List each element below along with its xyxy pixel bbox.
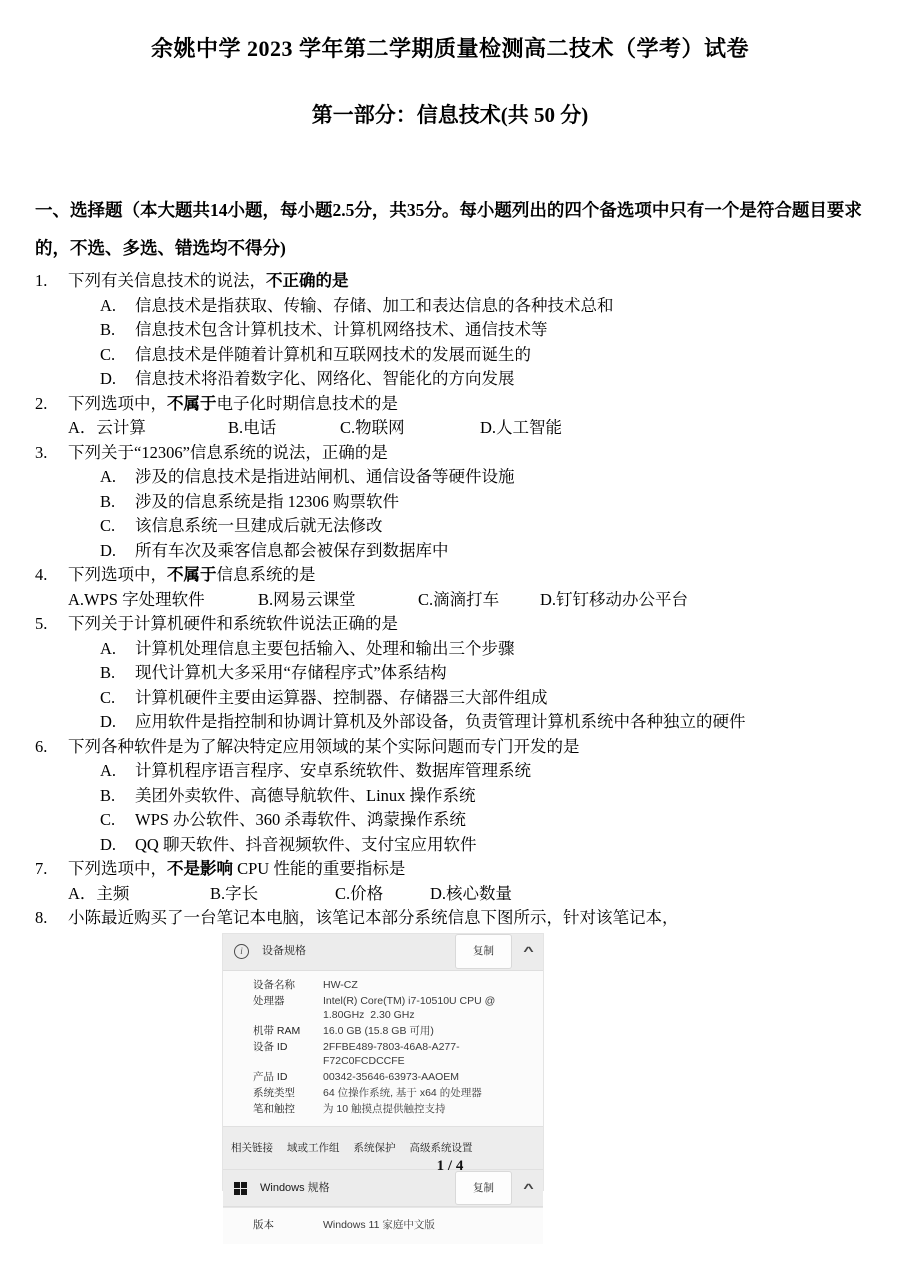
option-text: 涉及的信息系统是指 12306 购票软件 — [135, 491, 399, 511]
spec-row — [253, 1024, 533, 1038]
option-a: A．云计算 — [68, 418, 146, 437]
question-6 — [35, 735, 863, 858]
spec-label: 系统类型 — [253, 1086, 295, 1099]
option-text: 应用软件是指控制和协调计算机及外部设备，负责管理计算机系统中各种独立的硬件 — [135, 712, 746, 731]
option-c — [100, 514, 863, 539]
option-b — [100, 318, 863, 343]
question-stem: 下列关于计算机硬件和系统软件说法正确的是 — [68, 614, 398, 633]
option-a: A.WPS 字处理软件 — [68, 589, 205, 609]
option-row — [68, 882, 863, 907]
question-number: 6. — [35, 736, 48, 756]
option-letter: A. — [100, 761, 117, 780]
option-text: 现代计算机大多采用“存储程序式”体系结构 — [135, 663, 447, 682]
option-letter: D. — [100, 540, 117, 560]
option-text: 该信息系统一旦建成后就无法修改 — [135, 516, 383, 535]
option-a — [100, 759, 863, 784]
question-stem: 下列选项中，不属于信息系统的是 — [68, 565, 316, 584]
option-d: D.人工智能 — [480, 418, 563, 437]
option-text: 信息技术包含计算机技术、计算机网络技术、通信技术等 — [135, 320, 548, 339]
option-letter: D. — [100, 834, 117, 854]
option-text: 所有车次及乘客信息都会被保存到数据库中 — [135, 540, 449, 560]
option-text: 美团外卖软件、高德导航软件、Linux 操作系统 — [135, 785, 476, 805]
question-stem: 小陈最近购买了一台笔记本电脑，该笔记本部分系统信息下图所示，针对该笔记本， — [68, 908, 679, 927]
option-letter: B. — [100, 320, 116, 339]
option-b: B.电话 — [228, 418, 277, 437]
spec-row — [253, 1040, 533, 1068]
device-spec-header — [223, 934, 543, 971]
option-b — [100, 784, 863, 809]
question-number: 3. — [35, 442, 48, 462]
option-letter: A. — [100, 467, 117, 486]
spec-value: 16.0 GB (15.8 GB 可用) — [323, 1024, 434, 1037]
spec-row — [253, 1070, 533, 1084]
option-c — [100, 686, 863, 711]
spec-label: 设备名称 — [253, 978, 295, 991]
chevron-up-icon: ^ — [523, 944, 534, 959]
spec-value: 2FFBE489-7803-46A8-A277-F72C0FCDCCFE — [323, 1040, 460, 1067]
option-c: C.滴滴打车 — [418, 589, 500, 609]
option-text: 计算机硬件主要由运算器、控制器、存储器三大部件组成 — [135, 687, 548, 707]
question-stem: 下列关于“12306”信息系统的说法，正确的是 — [68, 442, 388, 462]
option-d — [100, 710, 863, 735]
spec-value: 64 位操作系统, 基于 x64 的处理器 — [323, 1086, 482, 1099]
option-row — [68, 588, 863, 613]
option-letter: B. — [100, 491, 116, 511]
option-letter: C. — [100, 516, 116, 535]
link-advanced-settings: 高级系统设置 — [409, 1141, 473, 1154]
option-text: 计算机程序语言程序、安卓系统软件、数据库管理系统 — [135, 761, 531, 780]
option-text: 涉及的信息技术是指进站闸机、通信设备等硬件设施 — [135, 467, 515, 486]
option-c — [100, 343, 863, 368]
spec-label: 机带 RAM — [253, 1024, 301, 1037]
page-subtitle: 第一部分：信息技术(共 50 分) — [311, 103, 589, 127]
link-domain-workgroup: 域或工作组 — [287, 1141, 340, 1154]
option-a — [100, 294, 863, 319]
copy-button: 复制 — [455, 1171, 512, 1206]
option-b: B.字长 — [210, 883, 259, 903]
spec-label: 版本 — [253, 1219, 274, 1231]
option-text: QQ 聊天软件、抖音视频软件、支付宝应用软件 — [135, 834, 477, 854]
option-letter: C. — [100, 344, 116, 364]
question-number: 1. — [35, 271, 48, 290]
option-letter: B. — [100, 785, 116, 805]
section-heading: 一、选择题（本大题共14小题，每小题2.5分，共35分。每小题列出的四个备选项中只有一个是符合题目要求的，不选、多选、错选均不得分) — [35, 200, 862, 258]
option-letter: A. — [100, 638, 117, 658]
question-number: 5. — [35, 614, 48, 633]
windows-spec-rows — [223, 1207, 543, 1244]
windows-spec-title: Windows 规格 — [260, 1181, 330, 1194]
page-title: 余姚中学 2023 学年第二学期质量检测高二技术（学考）试卷 — [150, 36, 749, 61]
option-b — [100, 490, 863, 515]
chevron-up-icon: ^ — [523, 1180, 534, 1195]
option-b: B.网易云课堂 — [258, 589, 356, 609]
info-icon: i — [234, 944, 249, 959]
windows-logo-icon — [234, 1182, 247, 1195]
option-text: WPS 办公软件、360 杀毒软件、鸿蒙操作系统 — [135, 810, 466, 829]
question-number: 8. — [35, 908, 48, 927]
option-text: 信息技术是指获取、传输、存储、加工和表达信息的各种技术总和 — [135, 295, 614, 315]
option-row — [68, 416, 863, 441]
question-7 — [35, 857, 863, 906]
option-a: A．主频 — [68, 883, 130, 903]
spec-label: 笔和触控 — [253, 1102, 295, 1115]
question-5 — [35, 612, 863, 735]
option-text: 计算机处理信息主要包括输入、处理和输出三个步骤 — [135, 638, 515, 658]
option-letter: D. — [100, 369, 117, 388]
question-number: 7. — [35, 859, 48, 878]
option-letter: D. — [100, 712, 117, 731]
spec-value: 00342-35646-63973-AAOEM — [323, 1070, 460, 1083]
option-letter: C. — [100, 687, 116, 707]
question-stem: 下列选项中，不是影响 CPU 性能的重要指标是 — [68, 859, 406, 878]
device-spec-title: 设备规格 — [262, 945, 306, 958]
spec-value: Intel(R) Core(TM) i7-10510U CPU @ 1.80GHz 2.30 GHz — [323, 994, 496, 1021]
option-text: 信息技术将沿着数字化、网络化、智能化的方向发展 — [135, 369, 515, 388]
option-a — [100, 465, 863, 490]
question-8 — [35, 906, 863, 931]
spec-row — [253, 1102, 533, 1116]
spec-row — [253, 1218, 533, 1232]
spec-label: 处理器 — [253, 994, 285, 1007]
spec-row — [253, 978, 533, 992]
option-b — [100, 661, 863, 686]
related-links-label: 相关链接 — [231, 1141, 273, 1154]
system-info-screenshot — [222, 933, 544, 1231]
option-letter: C. — [100, 810, 116, 829]
windows-spec-header — [223, 1170, 543, 1207]
question-stem: 下列有关信息技术的说法，不正确的是 — [68, 271, 349, 290]
question-3 — [35, 441, 863, 564]
spec-value: Windows 11 家庭中文版 — [323, 1219, 435, 1231]
question-stem: 下列选项中，不属于电子化时期信息技术的是 — [68, 393, 398, 413]
device-spec-rows — [223, 971, 543, 1126]
spec-row — [253, 994, 533, 1022]
link-system-protection: 系统保护 — [353, 1141, 396, 1154]
question-list — [35, 269, 863, 1231]
option-d: D.钉钉移动办公平台 — [540, 589, 689, 609]
option-c: C.物联网 — [340, 418, 405, 437]
spec-row — [253, 1086, 533, 1100]
spec-label: 产品 ID — [253, 1070, 288, 1083]
question-4 — [35, 563, 863, 612]
copy-button: 复制 — [455, 934, 512, 969]
page-number: 1 / 4 — [436, 1158, 464, 1174]
question-stem: 下列各种软件是为了解决特定应用领域的某个实际问题而专门开发的是 — [68, 736, 580, 756]
question-number: 4. — [35, 565, 48, 584]
question-number: 2. — [35, 393, 48, 413]
spec-value: HW-CZ — [323, 978, 358, 991]
question-2 — [35, 392, 863, 441]
question-1 — [35, 269, 863, 392]
option-d — [100, 539, 863, 564]
option-letter: A. — [100, 295, 117, 315]
option-c: C.价格 — [335, 883, 384, 903]
option-d — [100, 367, 863, 392]
option-a — [100, 637, 863, 662]
option-letter: B. — [100, 663, 116, 682]
spec-value: 为 10 触摸点提供触控支持 — [323, 1102, 446, 1115]
option-c — [100, 808, 863, 833]
option-text: 信息技术是伴随着计算机和互联网技术的发展而诞生的 — [135, 344, 531, 364]
spec-label: 设备 ID — [253, 1040, 288, 1053]
option-d — [100, 833, 863, 858]
option-d: D.核心数量 — [430, 883, 513, 903]
